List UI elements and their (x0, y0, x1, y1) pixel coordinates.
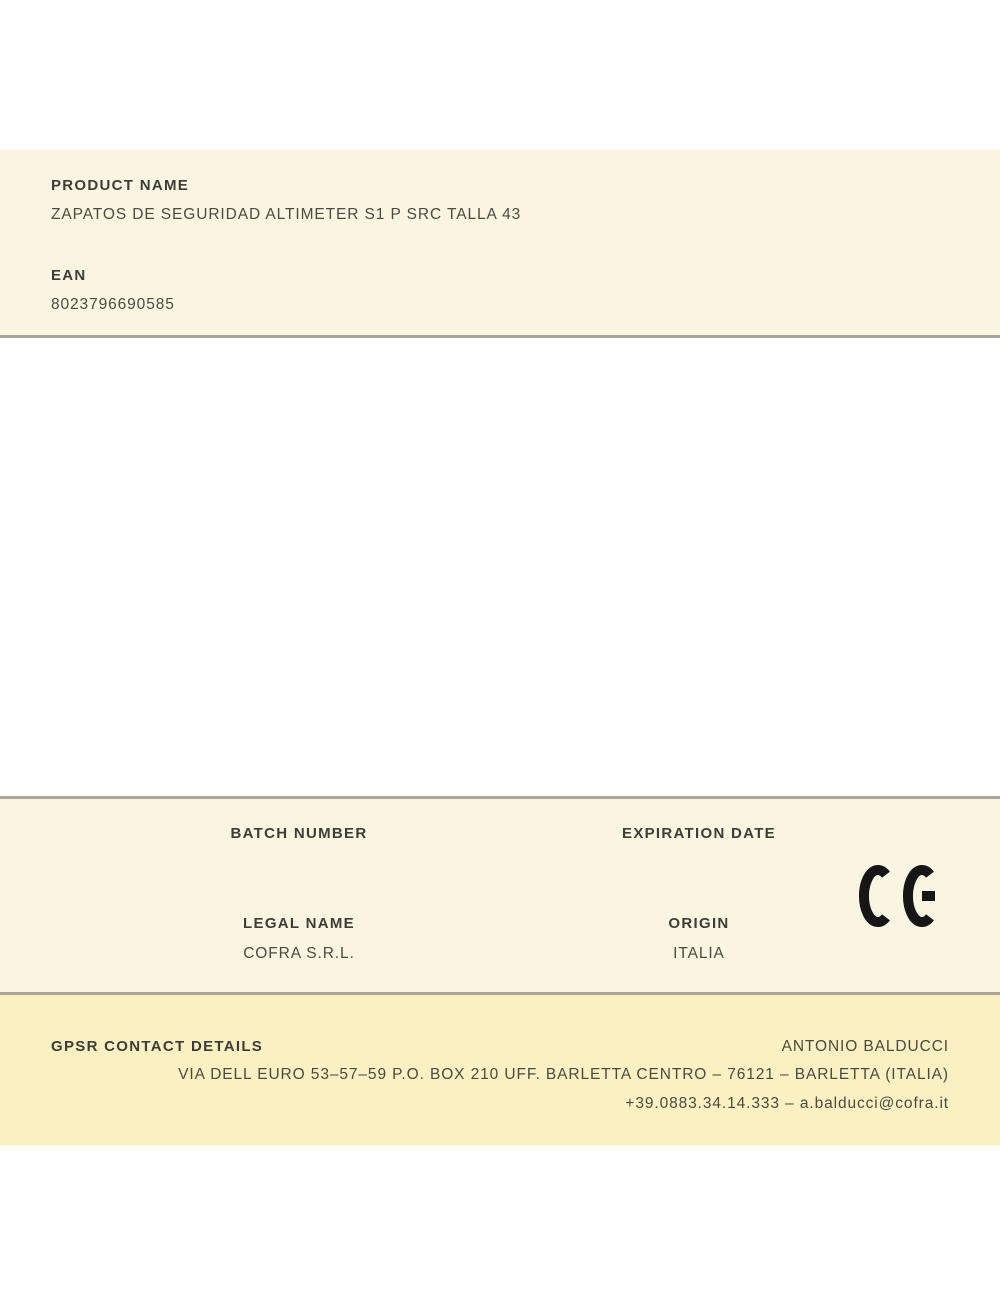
gpsr-contact-phone-email: +39.0883.34.14.333 – a.balducci@cofra.it (625, 1095, 949, 1112)
legal-name-label: LEGAL NAME (243, 915, 355, 932)
product-name-value: ZAPATOS DE SEGURIDAD ALTIMETER S1 P SRC TALLA 43 (51, 206, 522, 223)
gpsr-section (0, 992, 1000, 1145)
ean-value: 8023796690585 (51, 296, 175, 313)
origin-value: ITALIA (673, 945, 725, 962)
product-section (0, 150, 1000, 338)
gpsr-contact-details-label: GPSR CONTACT DETAILS (51, 1038, 264, 1055)
compliance-section (0, 796, 1000, 992)
batch-number-label: BATCH NUMBER (230, 825, 368, 842)
gpsr-contact-address: VIA DELL EURO 53–57–59 P.O. BOX 210 UFF. BARLETTA CENTRO – 76121 – BARLETTA (ITALIA) (178, 1066, 949, 1083)
expiration-date-label: EXPIRATION DATE (622, 825, 776, 842)
legal-name-value: COFRA S.R.L. (243, 945, 355, 962)
ean-label: EAN (51, 267, 87, 284)
origin-label: ORIGIN (668, 915, 730, 932)
ce-mark-icon (858, 865, 942, 927)
product-name-label: PRODUCT NAME (51, 177, 190, 194)
gpsr-contact-name: ANTONIO BALDUCCI (781, 1038, 949, 1055)
